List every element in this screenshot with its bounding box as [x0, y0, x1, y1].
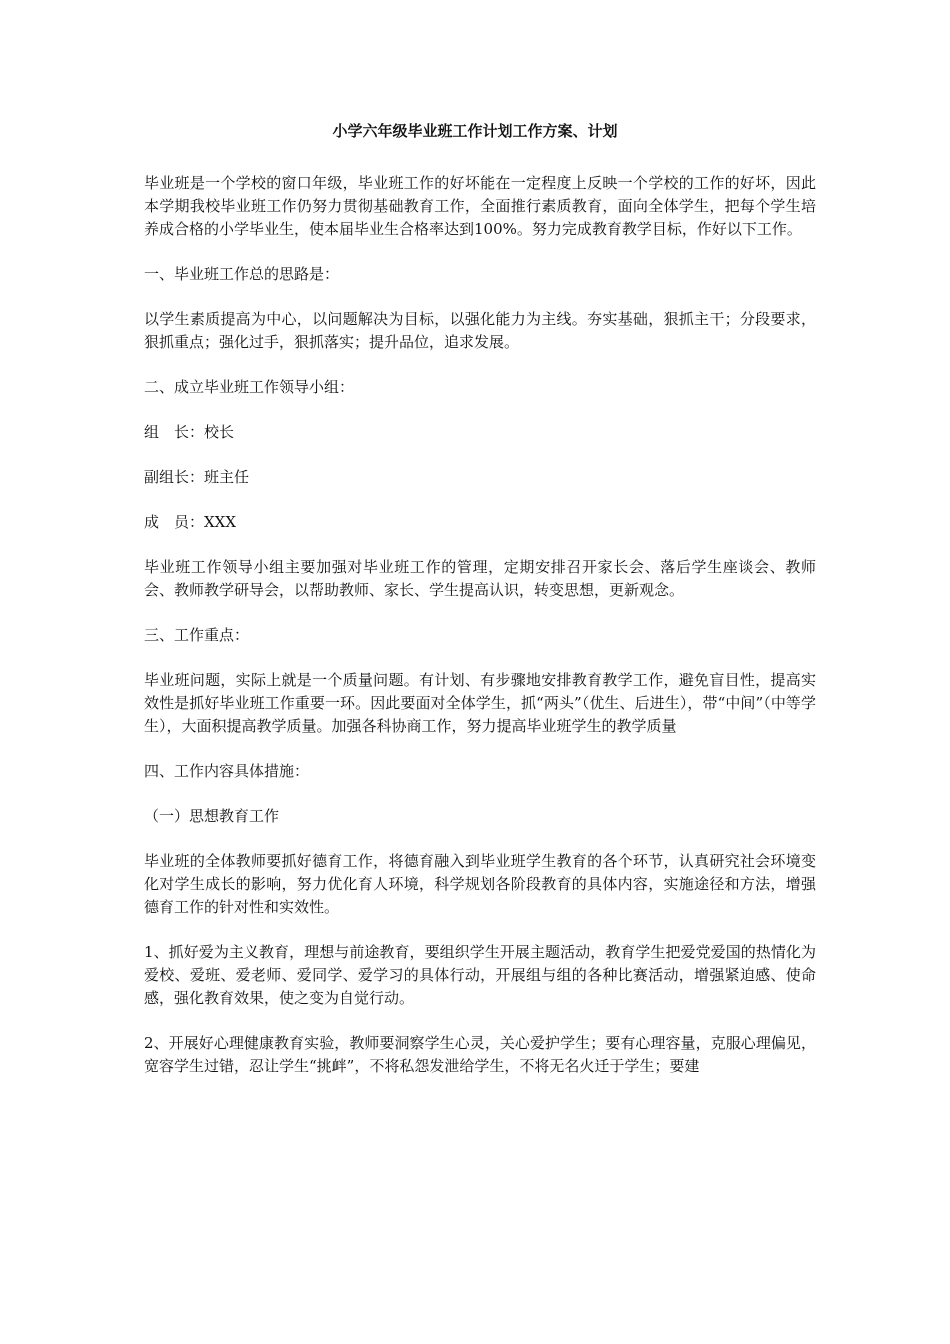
paragraph-item-2: 2、开展好心理健康教育实验，教师要洞察学生心灵，关心爱护学生；要有心理容量，克服心理偏见，宽容学生过错，忍让学生“挑衅”，不将私怨发泄给学生，不将无名火迁于学生；要建: [144, 1034, 816, 1075]
document-title: 小学六年级毕业班工作计划工作方案、计划: [332, 122, 618, 140]
paragraph-focus: 毕业班问题，实际上就是一个质量问题。有计划、有步骤地安排教育教学工作，避免盲目性，提高实效性是抓好毕业班工作重要一环。因此要面对全体学生，抓“两头”（优生、后进生），带“中间”（中等学生），大面积提高教学质量。加强各科协商工作，努力提高毕业班学生的教学质量: [144, 671, 816, 735]
heading-section-3: 三、工作重点：: [144, 626, 250, 644]
paragraph-intro: 毕业班是一个学校的窗口年级，毕业班工作的好坏能在一定程度上反映一个学校的工作的好坏，因此本学期我校毕业班工作仍努力贯彻基础教育工作，全面推行素质教育，面向全体学生，把每个学生培养成合格的小学毕业生，使本届毕业生合格率达到100%。努力完成教育教学目标，作好以下工作。: [144, 174, 816, 238]
members-line: 成 员：XXX: [144, 513, 237, 531]
paragraph-moral-education: 毕业班的全体教师要抓好德育工作，将德育融入到毕业班学生教育的各个环节，认真研究社会环境变化对学生成长的影响，努力优化育人环境，科学规划各阶段教育的具体内容，实施途径和方法，增强德育工作的针对性和实效性。: [144, 852, 816, 916]
heading-section-4: 四、工作内容具体措施：: [144, 762, 310, 780]
paragraph-group-duty: 毕业班工作领导小组主要加强对毕业班工作的管理，定期安排召开家长会、落后学生座谈会、教师会、教师教学研导会，以帮助教师、家长、学生提高认识，转变思想，更新观念。: [144, 558, 816, 599]
document-body: [144, 172, 816, 1100]
deputy-leader-line: 副组长：班主任: [144, 468, 250, 486]
paragraph-approach: 以学生素质提高为中心，以问题解决为目标，以强化能力为主线。夯实基础，狠抓主干；分段要求，狠抓重点；强化过手，狠抓落实；提升品位，追求发展。: [144, 310, 816, 351]
subheading-moral-education: （一）思想教育工作: [144, 807, 280, 825]
leader-line: 组 长：校长: [144, 423, 235, 441]
heading-section-2: 二、成立毕业班工作领导小组：: [144, 378, 355, 396]
paragraph-item-1: 1、抓好爱为主义教育，理想与前途教育，要组织学生开展主题活动，教育学生把爱党爱国的热情化为爱校、爱班、爱老师、爱同学、爱学习的具体行动，开展组与组的各种比赛活动，增强紧迫感、使命感，强化教育效果，使之变为自觉行动。: [144, 943, 816, 1007]
heading-section-1: 一、毕业班工作总的思路是：: [144, 265, 340, 283]
